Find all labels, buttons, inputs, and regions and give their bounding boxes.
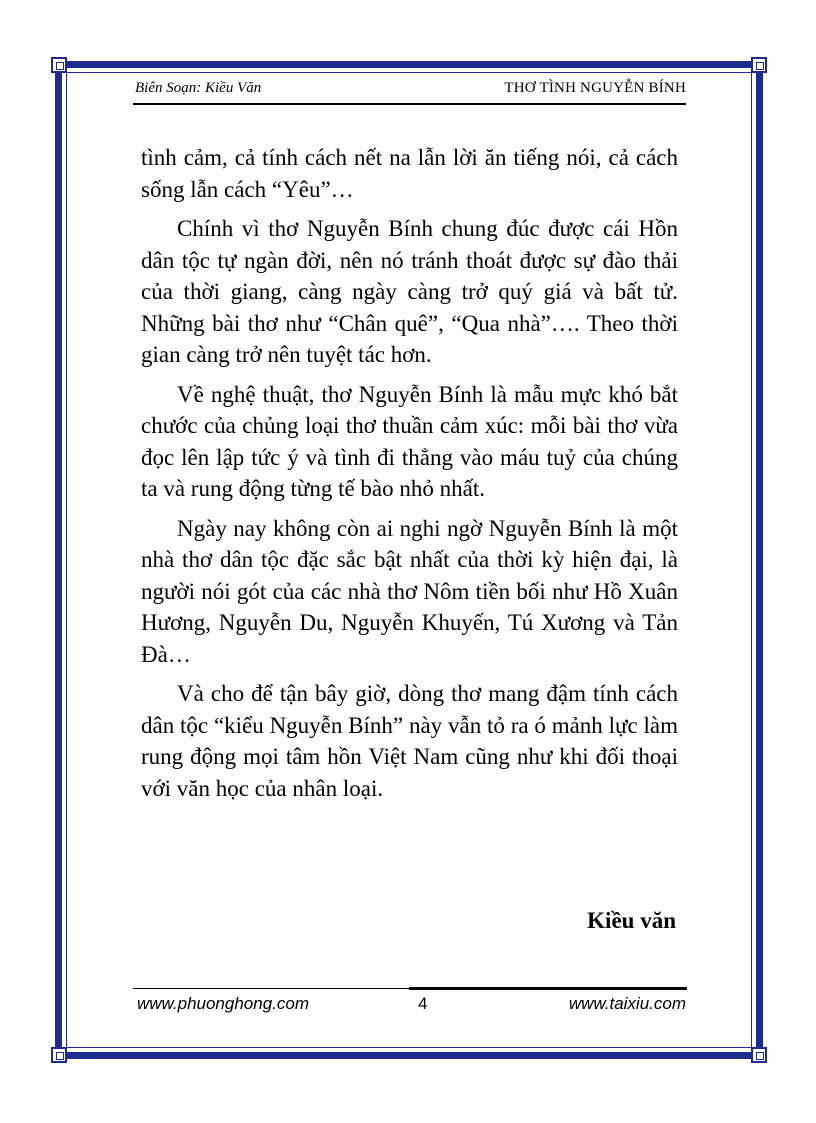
header-editor: Biên Soạn: Kiều Văn [135, 80, 262, 96]
footer-link-left[interactable]: www.phuonghong.com [137, 994, 310, 1013]
header-book-title: THƠ TÌNH NGUYỄN BÍNH [504, 80, 686, 96]
border-corner-ornament [51, 57, 67, 73]
paragraph: Và cho để tận bây giờ, dòng thơ mang đậm tính cách dân tộc “kiểu Nguyễn Bính” này vẫn tỏ ra ó mảnh lực làm rung động mọi tâm hồn Việt Nam cũng như khi đối thoại với văn học của nhân loại. [141, 681, 678, 801]
footer-link-right[interactable]: www.taixiu.com [568, 994, 686, 1013]
footer-divider [133, 988, 409, 989]
page-body [141, 142, 678, 812]
footer-divider-thick [409, 987, 687, 990]
paragraph: Ngày nay không còn ai nghi ngờ Nguyễn Bính là một nhà thơ dân tộc đặc sắc bật nhất của thời kỳ hiện đại, là người nói gót của các nhà thơ Nôm tiền bối như Hồ Xuân Hương, Nguyễn Du, Nguyễn Khuyến, Tú Xương và Tản Đà… [141, 515, 678, 667]
border-corner-ornament [751, 1047, 767, 1063]
border-corner-ornament [751, 57, 767, 73]
paragraph: Chính vì thơ Nguyễn Bính chung đúc được cái Hồn dân tộc tự ngàn đời, nên nó tránh thoát được sự đào thải của thời giang, càng ngày càng trở quý giá và bất tử. Những bài thơ như “Chân quê”, “Qua nhà”…. Theo thời gian càng trở nên tuyệt tác hơn. [141, 216, 678, 367]
paragraph: Về nghệ thuật, thơ Nguyễn Bính là mẫu mực khó bắt chước của chủng loại thơ thuần cảm xúc: mỗi bài thơ vừa đọc lên lập tức ý và tình đi thẳng vào máu tuỷ của chúng ta và rung động từng tế bào nhỏ nhất. [141, 381, 678, 501]
header-divider [133, 103, 686, 105]
author-signature: Kiều văn [587, 908, 676, 933]
border-corner-ornament [51, 1047, 67, 1063]
paragraph: tình cảm, cả tính cách nết na lẫn lời ăn tiếng nói, cả cách sống lẫn cách “Yêu”… [141, 145, 678, 202]
page-number: 4 [418, 994, 428, 1013]
